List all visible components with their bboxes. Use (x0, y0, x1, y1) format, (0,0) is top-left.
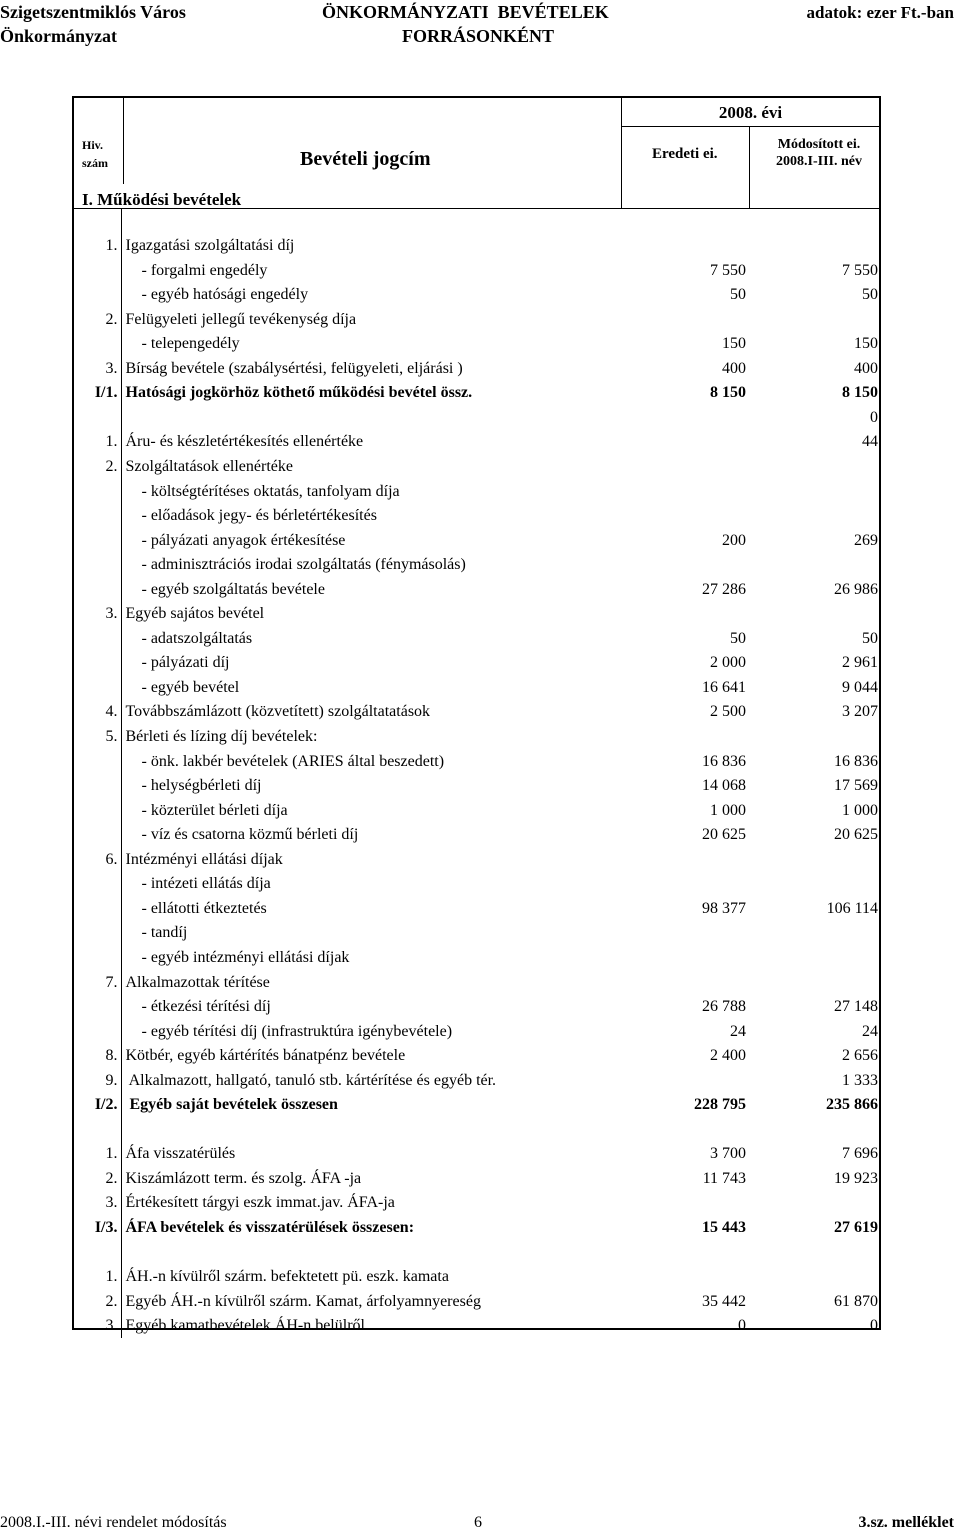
row-modified: 7 550 (842, 261, 878, 279)
row-modified: 8 150 (842, 384, 878, 402)
table-row (74, 823, 879, 848)
header-col4-divider (749, 126, 750, 209)
row-original: 200 (722, 531, 746, 549)
row-label: - önk. lakbér bevételek (ARIES által beszedett) (125, 752, 445, 770)
header-hiv-szam (82, 136, 108, 172)
table-row (74, 945, 879, 970)
org-name (0, 0, 186, 48)
row-original (621, 847, 749, 872)
row-label: Alkalmazott, hallgató, tanuló stb. kártérítése és egyéb tér. (125, 1071, 497, 1089)
row-label: - étkezési térítési díj (125, 998, 271, 1016)
table-row (74, 553, 879, 578)
row-label: ÁH.-n kívülről szárm. befektetett pü. eszk. kamata (125, 1268, 449, 1286)
table-row (74, 675, 879, 700)
row-modified (749, 234, 879, 259)
row-original: 2 000 (710, 654, 746, 672)
row-number (74, 774, 121, 799)
org-name-line2: Önkormányzat (0, 26, 117, 46)
row-label: Igazgatási szolgáltatási díj (125, 237, 295, 255)
unit-label (807, 0, 954, 25)
table-row (74, 1093, 879, 1118)
row-label: ÁFA bevételek és visszatérülések összesen: (125, 1218, 415, 1236)
row-number: 3. (74, 1314, 121, 1339)
row-number: 8. (74, 1044, 121, 1069)
row-original: 50 (730, 286, 746, 304)
row-label: Egyéb saját bevételek összesen (125, 1096, 338, 1114)
row-label (121, 1117, 621, 1142)
header-modositott-line1: Módosított ei. (777, 137, 861, 152)
row-modified: 24 (862, 1022, 878, 1040)
row-label: Alkalmazottak térítése (125, 973, 270, 991)
row-number (74, 1019, 121, 1044)
row-original: 15 443 (702, 1218, 746, 1236)
row-original: 35 442 (702, 1292, 746, 1310)
row-modified (749, 847, 879, 872)
table-body (72, 209, 881, 1335)
table-row (74, 307, 879, 332)
row-modified (749, 1191, 879, 1216)
table-row (74, 1044, 879, 1069)
table-row (74, 700, 879, 725)
row-number: 1. (74, 1265, 121, 1290)
header-hiv: Hiv. (82, 138, 104, 152)
table-row (74, 602, 879, 627)
row-number (74, 209, 121, 234)
row-modified: 9 044 (842, 678, 878, 696)
table-row (74, 1166, 879, 1191)
row-original: 11 743 (702, 1169, 746, 1187)
table-row (74, 528, 879, 553)
row-label: - helységbérleti díj (125, 777, 262, 795)
row-original (621, 504, 749, 529)
table-row (74, 970, 879, 995)
row-modified: 0 (870, 1317, 878, 1335)
row-label: Áru- és készletértékesítés ellenértéke (125, 433, 364, 451)
row-original (621, 1117, 749, 1142)
row-original (621, 970, 749, 995)
row-number (74, 283, 121, 308)
row-number: 9. (74, 1068, 121, 1093)
table-row (74, 209, 879, 234)
row-modified: 1 000 (842, 801, 878, 819)
row-label: Hatósági jogkörhöz köthető működési bevétel össz. (125, 384, 473, 402)
row-original: 20 625 (702, 826, 746, 844)
table-row (74, 1314, 879, 1339)
table-row (74, 724, 879, 749)
row-original (621, 479, 749, 504)
row-label: - költségtérítéses oktatás, tanfolyam díja (125, 482, 400, 500)
row-label: - adminisztrációs irodai szolgáltatás (fénymásolás) (125, 556, 466, 574)
org-name-line1: Szigetszentmiklós Város (0, 2, 186, 22)
row-original: 8 150 (710, 384, 746, 402)
row-original: 98 377 (702, 899, 746, 917)
row-original: 27 286 (702, 580, 746, 598)
row-number (74, 577, 121, 602)
row-original (621, 553, 749, 578)
row-original: 26 788 (702, 998, 746, 1016)
table-row (74, 872, 879, 897)
row-original (621, 405, 749, 430)
row-modified (749, 1117, 879, 1142)
row-modified: 2 656 (842, 1047, 878, 1065)
row-number: I/2. (74, 1093, 121, 1118)
row-label (121, 405, 621, 430)
row-original: 16 836 (702, 752, 746, 770)
table-row (74, 798, 879, 823)
row-label: Egyéb kamatbevételek ÁH-n belülről (125, 1317, 365, 1335)
table-row (74, 356, 879, 381)
document-title-line1: ÖNKORMÁNYZATI BEVÉTELEK (322, 2, 609, 22)
table-row (74, 626, 879, 651)
table-row (74, 234, 879, 259)
row-original (621, 1240, 749, 1265)
row-label: - ellátotti étkeztetés (125, 899, 267, 917)
header-modositott-line2: 2008.I-III. név (776, 154, 862, 169)
row-number (74, 479, 121, 504)
row-modified (749, 602, 879, 627)
row-number: I/1. (74, 381, 121, 406)
row-modified: 150 (854, 335, 878, 353)
row-original: 228 795 (694, 1096, 746, 1114)
row-number: 2. (74, 454, 121, 479)
row-original (621, 430, 749, 455)
table-row (74, 381, 879, 406)
row-number (74, 626, 121, 651)
row-original: 16 641 (702, 678, 746, 696)
row-modified: 16 836 (834, 752, 878, 770)
row-original: 1 000 (710, 801, 746, 819)
row-label: - tandíj (125, 924, 188, 942)
row-original (621, 307, 749, 332)
row-number (74, 872, 121, 897)
row-label: - egyéb bevétel (125, 678, 240, 696)
row-original (621, 945, 749, 970)
row-label: Továbbszámlázott (közvetített) szolgáltatatások (125, 703, 431, 721)
table-row (74, 1265, 879, 1290)
row-original: 50 (730, 629, 746, 647)
row-modified: 50 (862, 629, 878, 647)
row-label: - víz és csatorna közmű bérleti díj (125, 826, 359, 844)
row-modified: 50 (862, 286, 878, 304)
table-row (74, 454, 879, 479)
page-number: 6 (474, 1514, 482, 1531)
row-number (74, 945, 121, 970)
row-modified: 61 870 (834, 1292, 878, 1310)
row-label: - telepengedély (125, 335, 240, 353)
row-number (74, 332, 121, 357)
row-original: 14 068 (702, 777, 746, 795)
row-original: 0 (738, 1317, 746, 1335)
row-label: - egyéb hatósági engedély (125, 286, 309, 304)
row-modified (749, 504, 879, 529)
table-row (74, 479, 879, 504)
row-modified (749, 1240, 879, 1265)
row-label: Áfa visszatérülés (125, 1145, 236, 1163)
table-row (74, 332, 879, 357)
row-number: 1. (74, 1142, 121, 1167)
row-original (621, 454, 749, 479)
row-label: - egyéb intézményi ellátási díjak (125, 948, 350, 966)
row-label: - pályázati díj (125, 654, 230, 672)
row-modified: 17 569 (834, 777, 878, 795)
row-label: - egyéb szolgáltatás bevétele (125, 580, 325, 598)
row-modified: 235 866 (826, 1096, 878, 1114)
row-number (74, 823, 121, 848)
row-original: 3 700 (710, 1145, 746, 1163)
row-label (121, 1240, 621, 1265)
row-number: 4. (74, 700, 121, 725)
row-modified: 44 (862, 433, 878, 451)
row-label (121, 209, 621, 234)
row-number (74, 896, 121, 921)
row-number (74, 675, 121, 700)
row-original: 2 400 (710, 1047, 746, 1065)
row-modified: 269 (854, 531, 878, 549)
row-number: 1. (74, 430, 121, 455)
row-modified: 27 619 (834, 1218, 878, 1236)
row-number (74, 1240, 121, 1265)
row-label: - pályázati anyagok értékesítése (125, 531, 346, 549)
row-original (621, 234, 749, 259)
row-modified: 26 986 (834, 580, 878, 598)
table-row (74, 1019, 879, 1044)
table-row (74, 405, 879, 430)
row-original: 2 500 (710, 703, 746, 721)
row-modified: 27 148 (834, 998, 878, 1016)
table-row (74, 1289, 879, 1314)
row-label: - forgalmi engedély (125, 261, 268, 279)
header-year: 2008. évi (622, 98, 879, 127)
row-modified: 0 (870, 408, 878, 426)
header-modositott (764, 136, 874, 170)
row-number (74, 749, 121, 774)
row-label: Egyéb ÁH.-n kívülről szárm. Kamat, árfolyamnyereség (125, 1292, 481, 1310)
row-modified (749, 921, 879, 946)
row-number: 3. (74, 1191, 121, 1216)
row-modified: 106 114 (826, 899, 878, 917)
footer-left: 2008.I.-III. névi rendelet módosítás (0, 1514, 227, 1531)
row-number (74, 995, 121, 1020)
table-row (74, 577, 879, 602)
table-row (74, 1215, 879, 1240)
table-row (74, 921, 879, 946)
row-number: 3. (74, 602, 121, 627)
table-row (74, 1142, 879, 1167)
row-number (74, 405, 121, 430)
row-number: 5. (74, 724, 121, 749)
row-label: Kötbér, egyéb kártérítés bánatpénz bevétele (125, 1047, 406, 1065)
row-label: Bérleti és lízing díj bevételek: (125, 728, 318, 746)
row-label: Kiszámlázott term. és szolg. ÁFA -ja (125, 1169, 362, 1187)
table-row (74, 1068, 879, 1093)
row-number: 2. (74, 1166, 121, 1191)
row-number (74, 1117, 121, 1142)
header-szam: szám (82, 156, 108, 170)
row-label: - közterület bérleti díja (125, 801, 288, 819)
row-modified: 19 923 (834, 1169, 878, 1187)
table-row (74, 258, 879, 283)
table-row (74, 651, 879, 676)
row-modified (749, 553, 879, 578)
document-title-line2: FORRÁSONKÉNT (402, 26, 555, 46)
section-title: I. Működési bevételek (82, 190, 242, 209)
table-row (74, 847, 879, 872)
row-number (74, 921, 121, 946)
row-label: - egyéb térítési díj (infrastruktúra igénybevétele) (125, 1022, 453, 1040)
table-row (74, 995, 879, 1020)
unit-text: adatok: ezer Ft.-ban (806, 3, 954, 22)
header-eredeti: Eredeti ei. (652, 146, 718, 162)
row-number (74, 553, 121, 578)
row-number (74, 258, 121, 283)
row-label: Értékesített tárgyi eszk immat.jav. ÁFA-ja (125, 1194, 395, 1212)
row-modified (749, 307, 879, 332)
row-number: 6. (74, 847, 121, 872)
revenue-table (74, 209, 879, 1338)
row-label: - adatszolgáltatás (125, 629, 253, 647)
row-original: 150 (722, 335, 746, 353)
row-modified (749, 1265, 879, 1290)
table-row (74, 1191, 879, 1216)
row-original: 24 (730, 1022, 746, 1040)
row-original (621, 1265, 749, 1290)
row-label: Bírság bevétele (szabálysértési, felügyeleti, eljárási ) (125, 359, 463, 377)
row-original (621, 1191, 749, 1216)
header-jogcim: Bevételi jogcím (300, 148, 431, 170)
row-number: 3. (74, 356, 121, 381)
row-original (621, 921, 749, 946)
row-modified: 20 625 (834, 826, 878, 844)
row-modified (749, 945, 879, 970)
row-modified (749, 724, 879, 749)
table-row (74, 1117, 879, 1142)
row-original: 7 550 (710, 261, 746, 279)
row-modified: 400 (854, 359, 878, 377)
row-label: - intézeti ellátás díja (125, 875, 271, 893)
row-number: 2. (74, 1289, 121, 1314)
row-number: 2. (74, 307, 121, 332)
table-header (72, 96, 881, 209)
row-modified: 2 961 (842, 654, 878, 672)
table-row (74, 749, 879, 774)
table-row (74, 774, 879, 799)
row-original (621, 602, 749, 627)
row-original (621, 209, 749, 234)
table-row (74, 283, 879, 308)
row-modified (749, 970, 879, 995)
row-modified: 3 207 (842, 703, 878, 721)
row-modified (749, 479, 879, 504)
row-original (621, 1068, 749, 1093)
row-label: - előadások jegy- és bérletértékesítés (125, 507, 377, 525)
row-label: Felügyeleti jellegű tevékenység díja (125, 310, 357, 328)
row-original: 400 (722, 359, 746, 377)
table-row (74, 1240, 879, 1265)
document-title (322, 0, 609, 48)
row-number (74, 651, 121, 676)
row-label: Egyéb sajátos bevétel (125, 605, 265, 623)
row-number (74, 528, 121, 553)
row-modified (749, 454, 879, 479)
row-label: Szolgáltatások ellenértéke (125, 458, 293, 476)
row-modified (749, 209, 879, 234)
row-number (74, 504, 121, 529)
row-label: Intézményi ellátási díjak (125, 850, 283, 868)
table-row (74, 896, 879, 921)
row-number: 7. (74, 970, 121, 995)
row-original (621, 724, 749, 749)
row-modified (749, 872, 879, 897)
footer-right: 3.sz. melléklet (858, 1514, 954, 1531)
row-number (74, 798, 121, 823)
row-number: 1. (74, 234, 121, 259)
row-original (621, 872, 749, 897)
row-modified: 1 333 (842, 1071, 878, 1089)
table-row (74, 504, 879, 529)
row-modified: 7 696 (842, 1145, 878, 1163)
table-row (74, 430, 879, 455)
row-number: I/3. (74, 1215, 121, 1240)
